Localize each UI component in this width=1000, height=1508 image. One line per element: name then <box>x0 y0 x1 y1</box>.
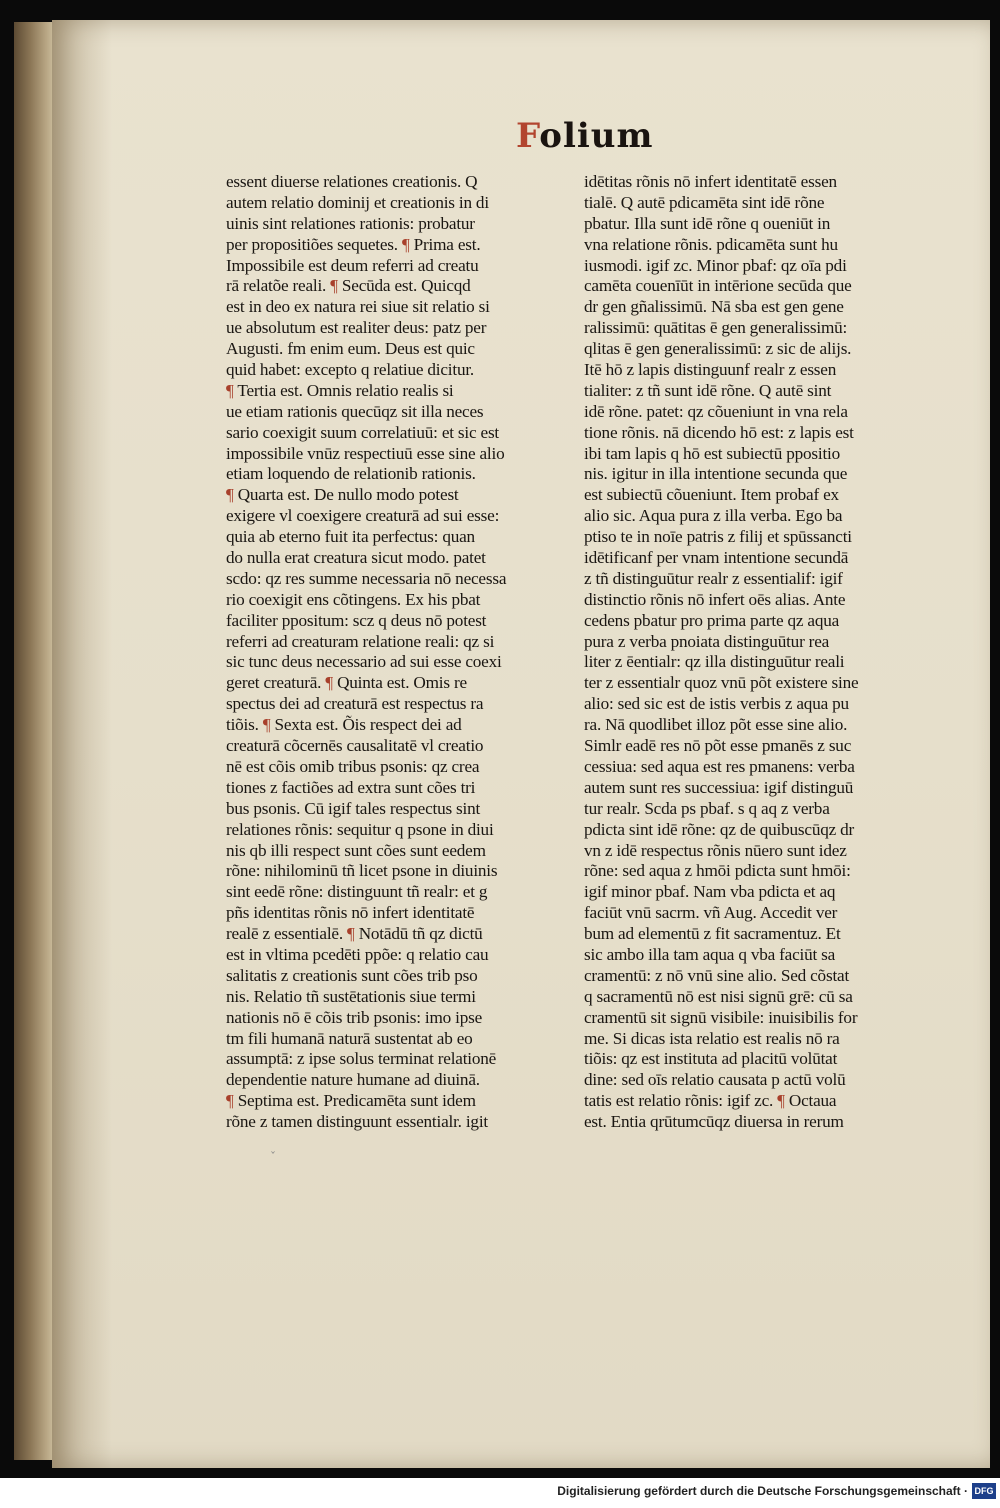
text-line: faciliter ppositum: scz q deus nō potest <box>226 610 487 630</box>
text-line: alio sic. Aqua pura z illa verba. Ego ba <box>584 506 843 526</box>
text-line: geret creaturā. ¶ Quinta est. Omis re <box>226 673 467 693</box>
text-line: ue etiam rationis quecūqz sit illa neces <box>226 401 484 421</box>
text-line: ibi tam lapis q hō est subiectū ppositio <box>584 443 840 463</box>
pilcrow-mark: ¶ <box>777 1091 785 1111</box>
text-line: dr gen gñalissimū. Nā sba est gen gene <box>584 297 844 317</box>
pilcrow-mark: ¶ <box>330 276 338 296</box>
text-line: Impossibile est deum referri ad creatu <box>226 255 479 275</box>
pilcrow-mark: ¶ <box>226 1091 234 1111</box>
running-head-initial: F <box>516 116 540 156</box>
text-line: vna relatione rõnis. pdicamēta sunt hu <box>584 234 838 254</box>
text-line: tialē. Q autē pdicamēta sint idē rõne <box>584 192 825 212</box>
text-line: camēta couenīūt in intērione secūda que <box>584 276 852 296</box>
text-line: sint eedē rõne: distinguunt tñ realr: et g <box>226 882 488 902</box>
text-line: ptiso te in noīe patris z filij et spūssancti <box>584 527 852 547</box>
text-line: bus psonis. Cū igif tales respectus sint <box>226 798 481 818</box>
text-line: spectus dei ad creaturā est respectus ra <box>226 694 484 714</box>
text-line: cramentū: z nō vnū sine alio. Sed cõstat <box>584 965 850 985</box>
text-line: sario coexigit suum correlatiuū: et sic est <box>226 422 500 442</box>
text-line: ralissimū: quātitas ē gen generalissimū: <box>584 318 848 338</box>
running-head-rest: olium <box>539 116 654 156</box>
text-line: faciūt vnū sacrm. vñ Aug. Accedit ver <box>584 903 838 923</box>
text-line: igif minor pbaf. Nam vba pdicta et aq <box>584 882 836 902</box>
text-line: iusmodi. igif zc. Minor pbaf: qz oīa pdi <box>584 255 847 275</box>
text-line: cramentū sit signū visibile: inuisibilis for <box>584 1007 858 1027</box>
text-line: ter z essentialr quoz vnū põt existere sine <box>584 673 859 693</box>
text-line: dependentie nature humane ad diuinā. <box>226 1070 480 1090</box>
text-line: nis. Relatio tñ sustētationis siue termi <box>226 986 476 1006</box>
right-text-column <box>584 172 914 1133</box>
text-line: ¶ Quarta est. De nullo modo potest <box>226 485 459 505</box>
text-line: assumptā: z ipse solus terminat relationē <box>226 1049 497 1069</box>
text-line: exigere vl coexigere creaturā ad sui esse: <box>226 506 500 526</box>
left-text-column <box>226 172 562 1133</box>
text-line: tur realr. Scda ps pbaf. s q aq z verba <box>584 798 830 818</box>
text-line: referri ad creaturam relatione reali: qz si <box>226 631 495 651</box>
text-line: cedens pbatur pro prima parte qz aqua <box>584 610 840 630</box>
text-line: scdo: qz res summe necessaria nō necessa <box>226 568 507 588</box>
text-line: bum ad elementū z fit sacramentuz. Et <box>584 924 841 944</box>
dfg-logo: DFG <box>972 1483 996 1499</box>
text-line: me. Si dicas ista relatio est realis nō ra <box>584 1028 840 1048</box>
pilcrow-mark: ¶ <box>226 380 234 400</box>
text-line: est subiectū cõueniunt. Item probaf ex <box>584 485 839 505</box>
text-line: do nulla erat creatura sicut modo. patet <box>226 548 486 568</box>
text-line: ra. Nā quodlibet illoz põt esse sine alio. <box>584 715 848 735</box>
text-line: nē est cõis omib tribus psonis: qz crea <box>226 756 480 776</box>
text-line: quid habet: excepto q relatiue dicitur. <box>226 360 475 380</box>
text-line: sic ambo illa tam aqua q vba faciūt sa <box>584 944 836 964</box>
text-line: Simlr eadē res nō põt esse pmanēs z suc <box>584 736 852 756</box>
text-line: est. Entia qrūtumcūqz diuersa in rerum <box>584 1112 844 1132</box>
text-line: est in deo ex natura rei siue sit relatio si <box>226 297 490 317</box>
text-line: salitatis z creationis sunt cões trib pso <box>226 965 478 985</box>
text-line: pñs identitas rõnis nō infert identitatē <box>226 903 475 923</box>
text-line: pbatur. Illa sunt idē rõne q oueniūt in <box>584 213 831 233</box>
text-line: Itē hō z lapis distinguunf realr z essen <box>584 360 837 380</box>
text-line: tiones z factiões ad extra sunt cões tri <box>226 777 476 797</box>
pilcrow-mark: ¶ <box>401 234 410 254</box>
page-edge <box>14 22 54 1460</box>
text-line: per propositiões sequetes. ¶ Prima est. <box>226 234 481 254</box>
text-line: etiam loquendo de relationib rationis. <box>226 464 476 484</box>
text-line: est in vltima pcedēti ppõe: q relatio cau <box>226 944 489 964</box>
text-line: tiõis: qz est instituta ad placitū volūtat <box>584 1049 838 1069</box>
text-line: creaturā cõcernēs causalitatē vl creatio <box>226 736 484 756</box>
text-line: uinis sint relationes rationis: probatur <box>226 213 475 233</box>
text-line: ¶ Septima est. Predicamēta sunt idem <box>226 1091 476 1111</box>
text-line: tialiter: z tñ sunt idē rõne. Q autē sint <box>584 380 832 400</box>
page-mark: ˇ <box>270 1150 276 1164</box>
text-line: rio coexigit ens cõtingens. Ex his pbat <box>226 589 481 609</box>
text-line: nis. igitur in illa intentione secunda que <box>584 464 848 484</box>
text-line: nationis nō ē cõis trib psonis: imo ipse <box>226 1007 483 1027</box>
pilcrow-mark: ¶ <box>325 673 333 693</box>
text-line: Augusti. fm enim eum. Deus est quic <box>226 339 475 359</box>
text-line: pdicta sint idē rõne: qz de quibuscūqz dr <box>584 819 855 839</box>
text-line: nis qb illi respect sunt cões sunt eedem <box>226 840 486 860</box>
text-line: vn z idē respectus rõnis nūero sunt idez <box>584 840 847 860</box>
text-line: tione rõnis. nā dicendo hō est: z lapis est <box>584 422 854 442</box>
text-line: relationes rõnis: sequitur q psone in diui <box>226 819 494 839</box>
text-line: autem relatio dominij et creationis in di <box>226 192 489 212</box>
text-line: idētificanf per vnam intentione secundā <box>584 548 849 568</box>
text-line: distinctio rõnis nō infert oēs alias. Ante <box>584 589 846 609</box>
text-line: rõne z tamen distinguunt essentialr. igit <box>226 1112 488 1132</box>
text-line: quia ab eterno fuit ita perfectus: quan <box>226 527 475 547</box>
footer-bar <box>0 1478 1000 1508</box>
text-line: sic tunc deus necessario ad sui esse coexi <box>226 652 502 672</box>
text-line: idē rõne. patet: qz cõueniunt in vna rela <box>584 401 848 421</box>
pilcrow-mark: ¶ <box>347 924 355 944</box>
text-line: tiõis. ¶ Sexta est. Õis respect dei ad <box>226 715 462 735</box>
text-line: ¶ Tertia est. Omnis relatio realis si <box>226 380 454 400</box>
pilcrow-mark: ¶ <box>262 715 271 735</box>
text-line: rā relatõe reali. ¶ Secūda est. Quicqd <box>226 276 471 296</box>
text-line: realē z essentialē. ¶ Notādū tñ qz dictū <box>226 924 483 944</box>
text-line: liter z ēentialr: qz illa distinguūtur reali <box>584 652 845 672</box>
text-line: rõne: sed aqua z hmōi pdicta sunt hmōi: <box>584 861 851 881</box>
text-line: pura z verba pnoiata distinguūtur rea <box>584 631 830 651</box>
text-line: q sacramentū nō est nisi signū grē: cū sa <box>584 986 853 1006</box>
text-line: autem sunt res successiua: igif distinguū <box>584 777 854 797</box>
text-line: cessiua: sed aqua est res pmanens: verba <box>584 756 855 776</box>
text-line: qlitas ē gen generalissimū: z sic de alijs. <box>584 339 852 359</box>
text-line: tm fili humanā naturā sustentat ab eo <box>226 1028 473 1048</box>
text-line: idētitas rõnis nō infert identitatē essen <box>584 172 837 191</box>
text-line: z tñ distinguūtur realr z essentialif: igif <box>584 568 843 588</box>
footer-credit: Digitalisierung gefördert durch die Deutsche Forschungsgemeinschaft · <box>557 1484 968 1498</box>
text-line: dine: sed oīs relatio causata p actū volū <box>584 1070 846 1090</box>
text-line: alio: sed sic est de istis verbis z aqua pu <box>584 694 849 714</box>
text-line: tatis est relatio rõnis: igif zc. ¶ Octaua <box>584 1091 837 1111</box>
text-line: essent diuerse relationes creationis. Q <box>226 172 478 191</box>
text-line: rõne: nihilominū tñ licet psone in diuinis <box>226 861 498 881</box>
text-line: impossibile vnūz respectiuū esse sine alio <box>226 443 505 463</box>
text-line: ue absolutum est realiter deus: patz per <box>226 318 487 338</box>
pilcrow-mark: ¶ <box>226 485 234 505</box>
gutter-shadow <box>52 20 112 1468</box>
running-head <box>516 116 654 156</box>
